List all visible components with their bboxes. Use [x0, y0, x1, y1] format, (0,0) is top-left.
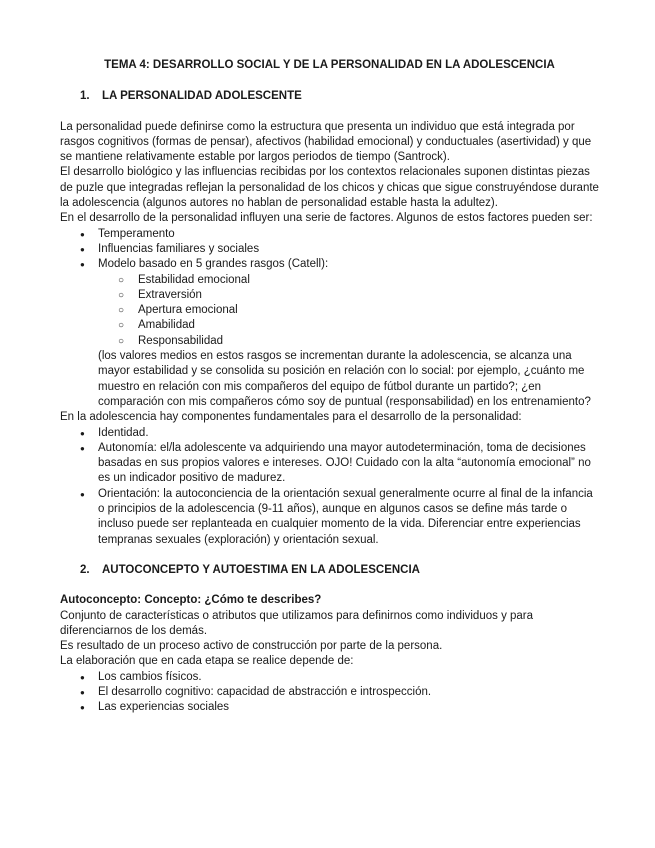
list-item: ● Los cambios físicos. — [60, 670, 599, 685]
traits-list — [60, 273, 599, 349]
section-1-title: LA PERSONALIDAD ADOLESCENTE — [102, 90, 302, 103]
section-1-number: 1. — [80, 90, 90, 103]
list-item: ○ Amabilidad — [60, 318, 599, 333]
spacer — [60, 548, 599, 563]
list-item: ● Autonomía: el/la adolescente va adquiriendo una mayor autodeterminación, toma de decisiones basadas en sus propios valores e intereses. OJO! Cuidado con la alta “autonomía emocional” no es un indicador positivo de madurez. — [60, 441, 599, 487]
dependencies-list — [60, 670, 599, 716]
paragraph: Es resultado de un proceso activo de construcción por parte de la persona. — [60, 640, 443, 653]
section-2-heading — [60, 563, 599, 578]
list-item: ● Temperamento — [60, 227, 599, 242]
paragraph: La personalidad puede definirse como la estructura que presenta un individuo que está integrada por rasgos cognitivos (formas de pensar), afectivos (habilidad emocional) y conductuales (asertividad) y que se mantiene relativamente estable por largos periodos de tiempo (Santrock). — [60, 120, 592, 164]
paragraph: El desarrollo biológico y las influencias recibidas por los contextos relacionales suponen distintas piezas de puzle que integradas reflejan la personalidad de los chicos y chicas que sigue construyéndose durante la adolescencia (algunos autores no hablan de personalidad estable hasta la adultez). — [60, 166, 599, 210]
subsection-heading: Autoconcepto: Concepto: ¿Cómo te describes? — [60, 594, 322, 607]
section-2-title: AUTOCONCEPTO Y AUTOESTIMA EN LA ADOLESCENCIA — [102, 563, 420, 576]
list-item: ○ Responsabilidad — [60, 334, 599, 349]
section-2-number: 2. — [80, 563, 90, 576]
paragraph: La elaboración que en cada etapa se realice depende de: — [60, 655, 354, 668]
list-item: ○ Apertura emocional — [60, 303, 599, 318]
factors-list — [60, 227, 599, 273]
list-item: ● Modelo basado en 5 grandes rasgos (Catell): — [60, 257, 599, 272]
paragraph: En la adolescencia hay componentes fundamentales para el desarrollo de la personalidad: — [60, 411, 522, 424]
list-item: ○ Extraversión — [60, 288, 599, 303]
list-item: ● Las experiencias sociales — [60, 700, 599, 715]
list-item: ● Influencias familiares y sociales — [60, 242, 599, 257]
list-item: ● Identidad. — [60, 426, 599, 441]
list-item: ● El desarrollo cognitivo: capacidad de abstracción e introspección. — [60, 685, 599, 700]
document-title: TEMA 4: DESARROLLO SOCIAL Y DE LA PERSONALIDAD EN LA ADOLESCENCIA — [104, 59, 555, 71]
section-1-heading — [60, 89, 599, 104]
list-item: ○ Estabilidad emocional — [60, 273, 599, 288]
list-item: ● Orientación: la autoconciencia de la orientación sexual generalmente ocurre al final de la infancia o principios de la adolescencia (9-11 años), aunque en algunos casos se define más tarde o incluso puede ser replanteada en cualquier momento de la vida. Diferenciar entre experiencias tempranas sexuales (exploración) y orientación sexual. — [60, 487, 599, 548]
components-list — [60, 426, 599, 548]
paragraph: Conjunto de características o atributos que utilizamos para definirnos como individuos y para diferenciarnos de los demás. — [60, 609, 534, 637]
traits-note: (los valores medios en estos rasgos se incrementan durante la adolescencia, se alcanza una mayor estabilidad y se consolida su posición en relación con lo social: por ejemplo, ¿cuánto me muestro en relación con mis compañeros del equipo de fútbol durante un partido?; ¿en comparación con mis compañeros cómo soy de puntual (responsabilidad) en los entrenamiento? — [98, 350, 591, 408]
paragraph: En el desarrollo de la personalidad influyen una serie de factores. Algunos de estos factores pueden ser: — [60, 212, 593, 225]
